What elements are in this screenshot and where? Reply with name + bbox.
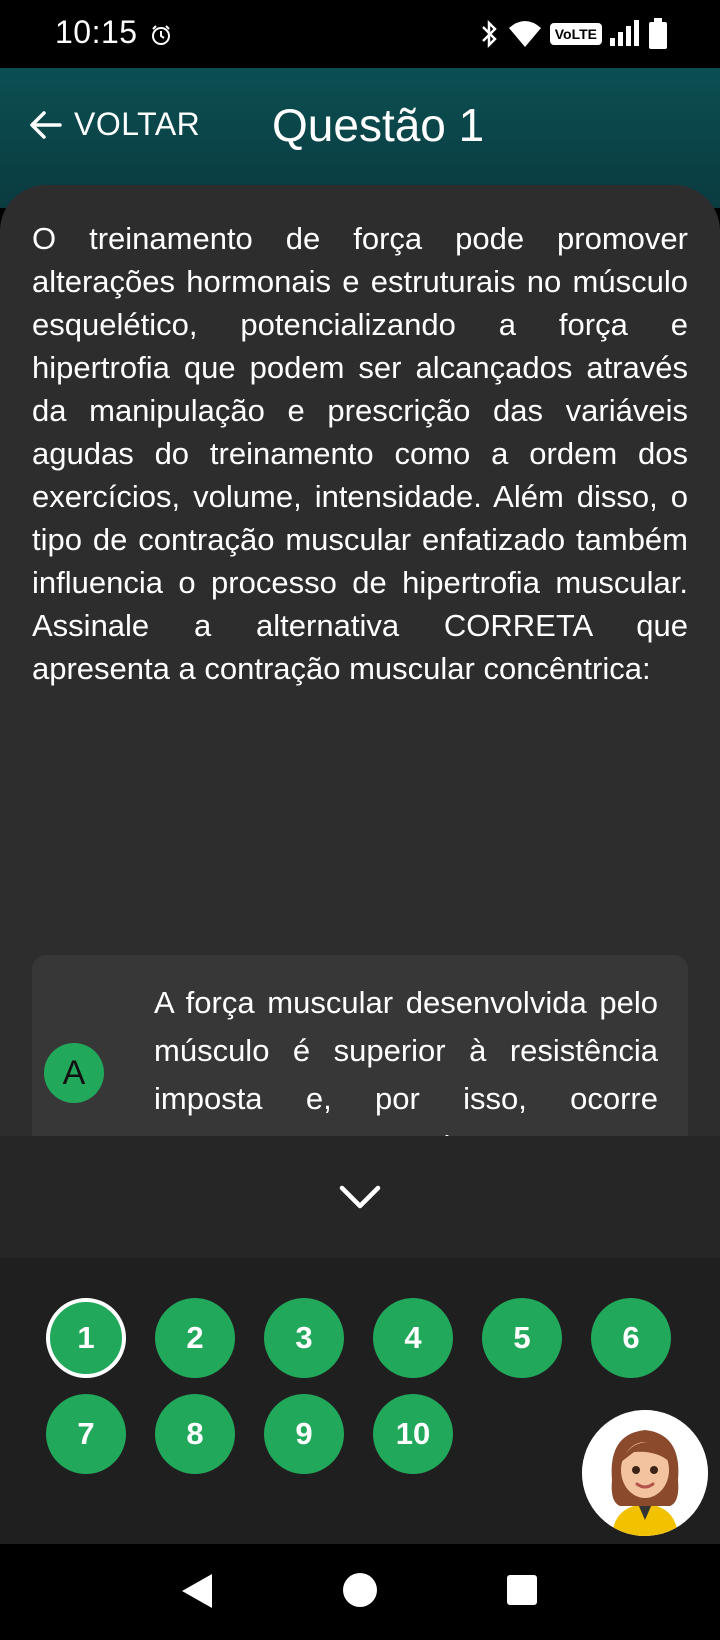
- nav-recents-icon[interactable]: [506, 1574, 538, 1606]
- status-icons: [478, 18, 668, 50]
- question-button-8[interactable]: 8: [155, 1394, 235, 1474]
- nav-home-icon[interactable]: [342, 1572, 378, 1608]
- question-button-10[interactable]: 10: [373, 1394, 453, 1474]
- option-a-text: A força muscular desenvolvida pelo músculo é superior à resistência imposta e, por isso, ocorre: [154, 985, 658, 1116]
- question-button-3[interactable]: 3: [264, 1298, 344, 1378]
- back-label: VOLTAR: [74, 106, 201, 142]
- nav-back-icon[interactable]: [180, 1572, 214, 1610]
- system-nav-bar: [0, 1544, 720, 1640]
- option-letter-a: A: [44, 1043, 104, 1103]
- assistant-avatar[interactable]: [582, 1410, 708, 1536]
- question-text: O treinamento de força pode promover alterações hormonais e estruturais no músculo esquelético, potencializando a força e hipertrofia que podem ser alcançados através da manipulação e prescrição das variáveis agudas do treinamento como a ordem dos exercícios, volume, intensidade. Além disso, o tipo de contração muscular enfatizado também influencia o processo de hipertrofia muscular. Assinale a alternativa CORRETA que apresenta a contração muscular concêntrica:: [32, 221, 688, 686]
- wifi-icon: [508, 20, 542, 48]
- status-bar: [0, 0, 720, 68]
- volte-badge: VoLTE: [550, 23, 602, 45]
- arrow-left-icon: [28, 107, 64, 143]
- question-button-9[interactable]: 9: [264, 1394, 344, 1474]
- signal-icon: [610, 20, 640, 48]
- status-time: 10:15: [55, 14, 138, 50]
- question-button-1[interactable]: 1: [46, 1298, 126, 1378]
- question-button-2[interactable]: 2: [155, 1298, 235, 1378]
- collapse-bar: [0, 1136, 720, 1258]
- alarm-icon: [150, 24, 172, 46]
- question-button-6[interactable]: 6: [591, 1298, 671, 1378]
- chevron-down-icon[interactable]: [338, 1184, 382, 1212]
- question-button-5[interactable]: 5: [482, 1298, 562, 1378]
- assistant-avatar-icon: [582, 1410, 708, 1536]
- question-button-7[interactable]: 7: [46, 1394, 126, 1474]
- question-card: [0, 185, 720, 1195]
- back-button[interactable]: [28, 106, 200, 143]
- battery-icon: [648, 18, 668, 50]
- page-title: Questão 1: [272, 99, 485, 151]
- bluetooth-icon: [478, 19, 500, 49]
- question-nav-panel: [0, 1258, 720, 1544]
- question-button-4[interactable]: 4: [373, 1298, 453, 1378]
